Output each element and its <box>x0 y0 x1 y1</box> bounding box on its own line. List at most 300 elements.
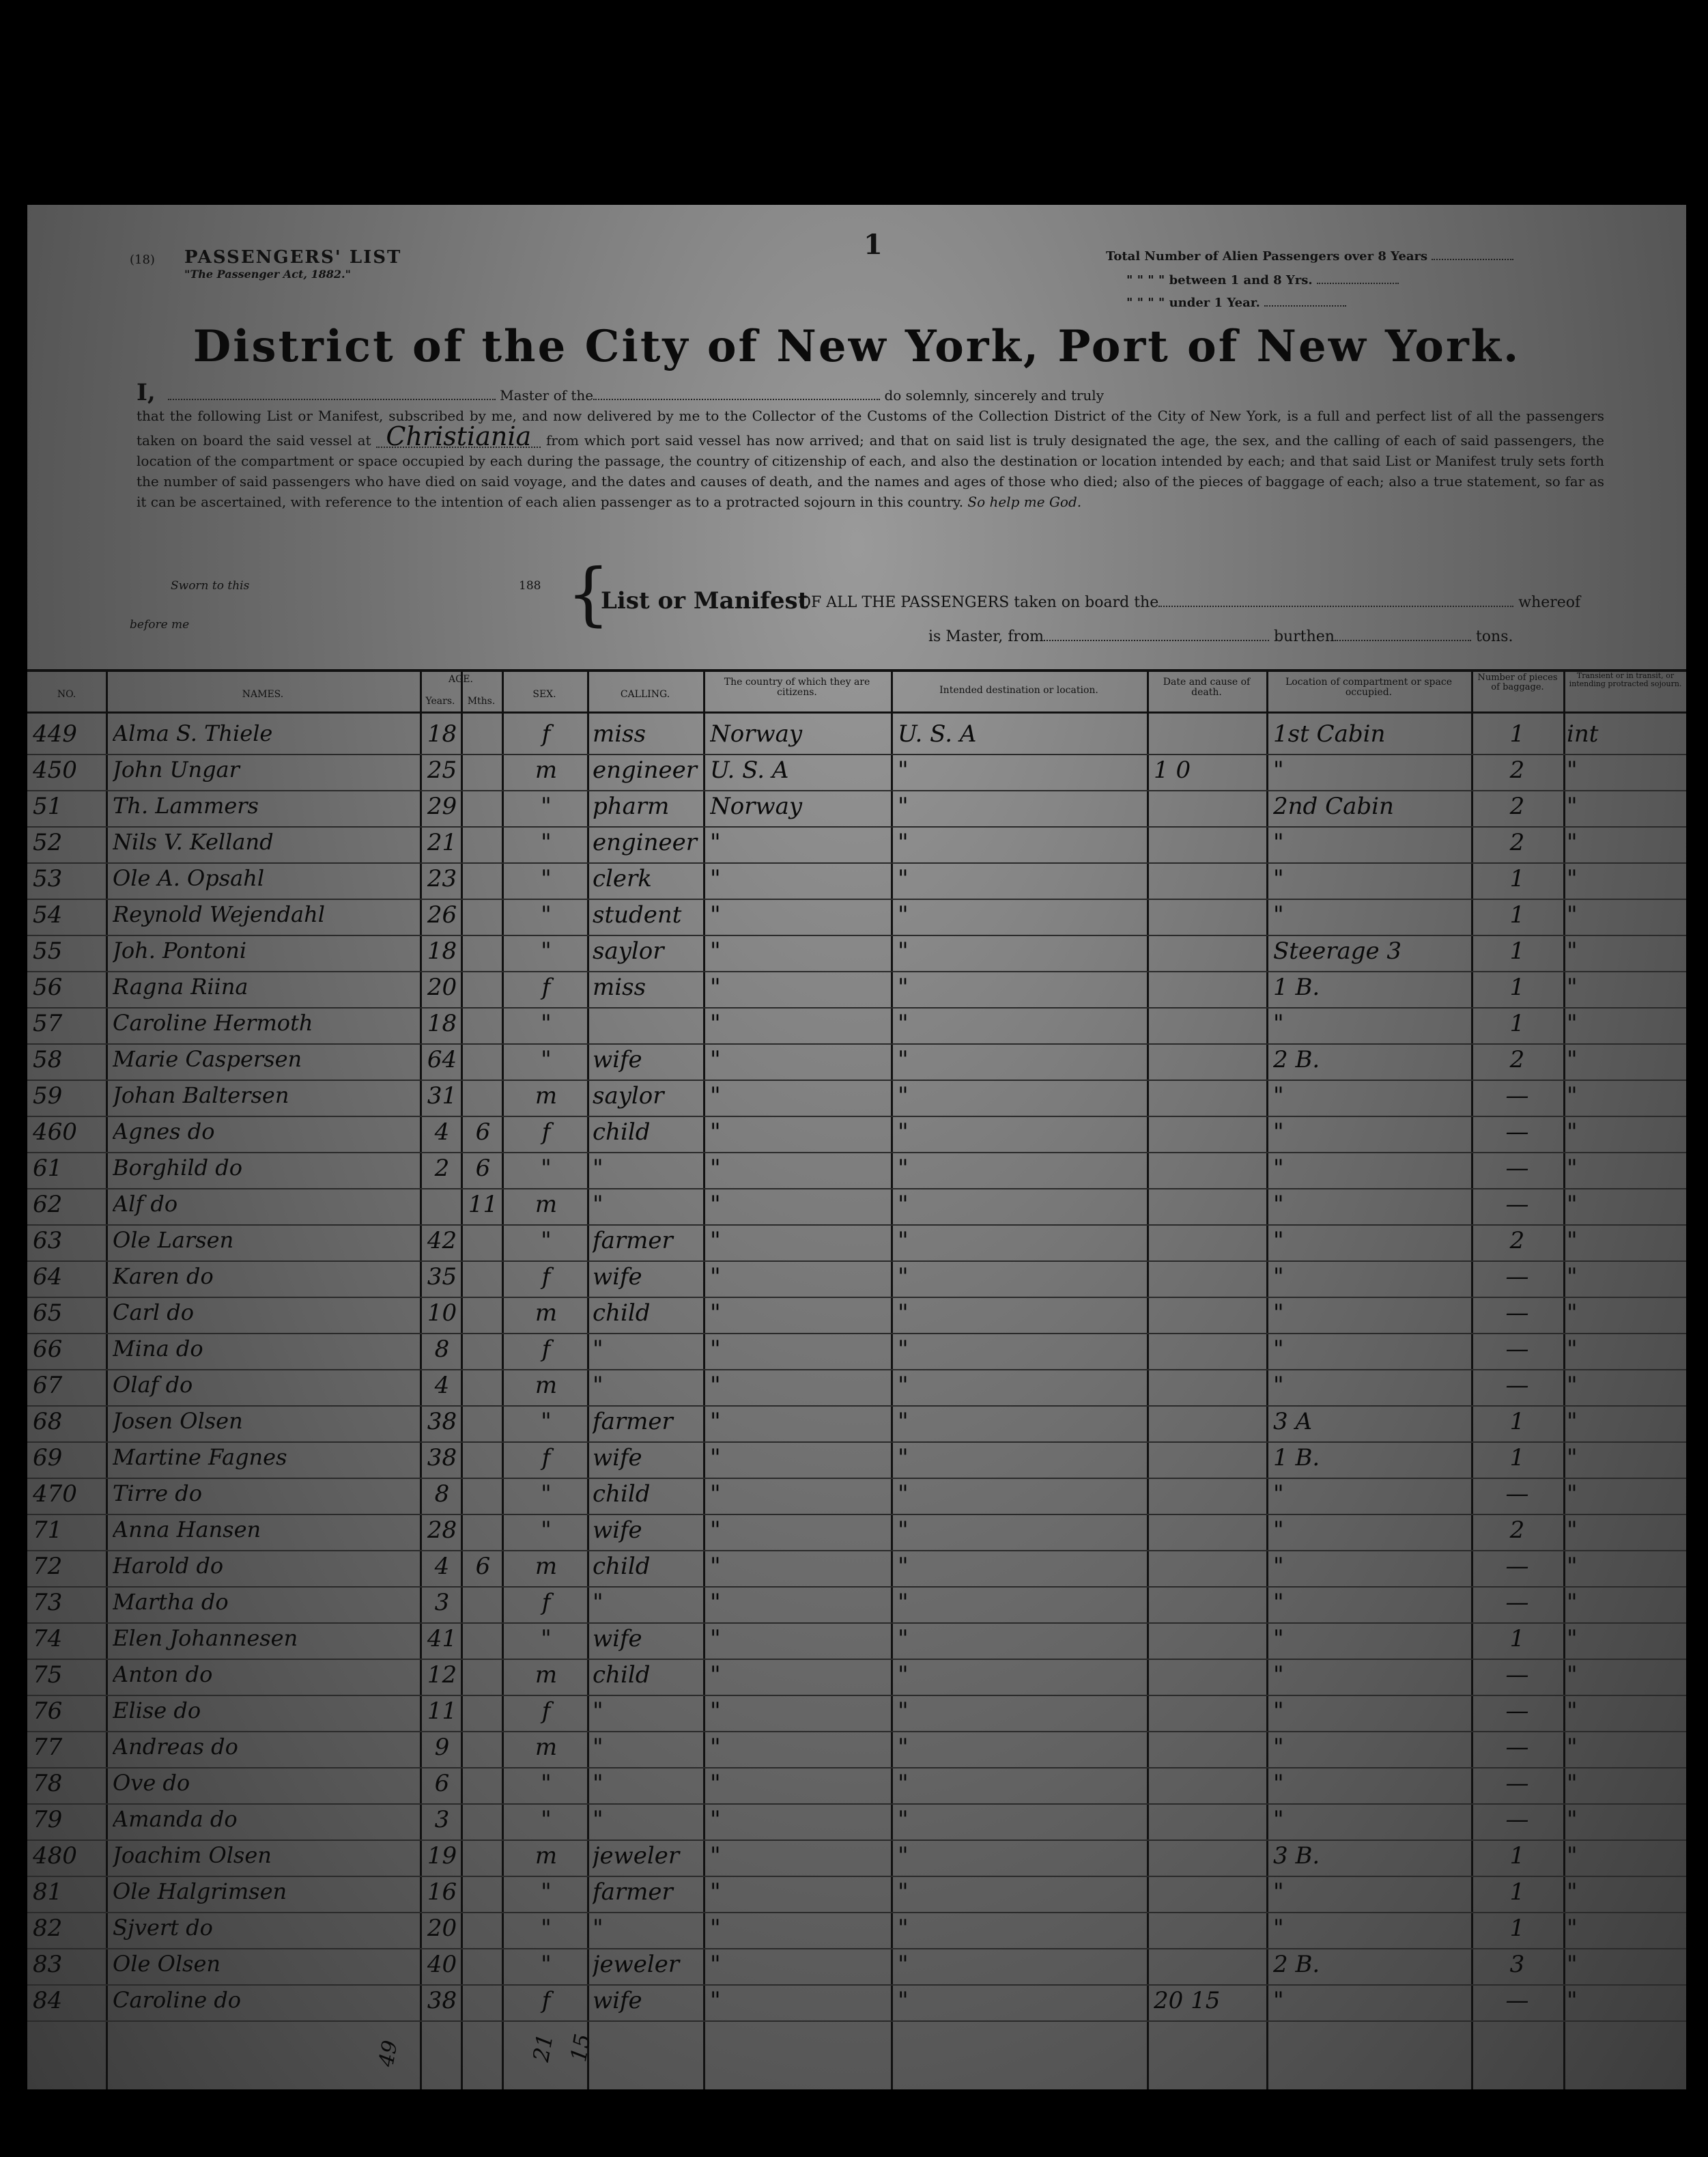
row-rule <box>27 1876 1686 1877</box>
intent-value: " <box>1567 1661 1578 1689</box>
intent-value: " <box>1567 793 1578 820</box>
country-value: " <box>710 1625 721 1652</box>
age-years: 20 <box>427 974 457 1001</box>
baggage-value: 1 <box>1509 1010 1525 1037</box>
age-years: 19 <box>427 1842 457 1870</box>
country-value: " <box>710 1842 721 1870</box>
calling-value: saylor <box>593 937 664 965</box>
country-value: " <box>710 1770 721 1797</box>
age-years: 64 <box>427 1046 457 1073</box>
passenger-name: Anna Hansen <box>113 1517 261 1542</box>
row-rule <box>27 1043 1686 1045</box>
destination-value: " <box>898 1480 909 1508</box>
passenger-name: Ole Larsen <box>113 1227 234 1253</box>
compartment-value: 2 B. <box>1273 1951 1320 1978</box>
country-value: " <box>710 937 721 965</box>
baggage-value: — <box>1505 1661 1529 1689</box>
row-number: 53 <box>33 865 63 892</box>
baggage-value: 2 <box>1509 793 1525 820</box>
row-rule <box>27 1224 1686 1226</box>
calling-value: wife <box>593 1987 642 2014</box>
col-age-months: Mths. <box>467 696 496 707</box>
country-value: " <box>710 1661 721 1689</box>
age-years: 35 <box>427 1263 457 1291</box>
baggage-value: 2 <box>1509 1517 1525 1544</box>
destination-value: " <box>898 757 909 784</box>
passenger-name: Carl do <box>113 1299 195 1325</box>
calling-value: " <box>593 1191 603 1218</box>
age-years: 25 <box>427 757 457 784</box>
row-number: 73 <box>33 1589 63 1616</box>
sex-value: " <box>541 901 552 929</box>
destination-value: " <box>898 1263 909 1291</box>
row-rule <box>27 1586 1686 1588</box>
passenger-name: Caroline Hermoth <box>113 1010 313 1036</box>
intent-value: " <box>1567 757 1578 784</box>
baggage-value: 1 <box>1509 1625 1525 1652</box>
calling-value: farmer <box>593 1227 673 1254</box>
country-value: " <box>710 1915 721 1942</box>
baggage-value: — <box>1505 1987 1529 2014</box>
sex-value: " <box>541 1480 552 1508</box>
baggage-value: 1 <box>1509 865 1525 892</box>
passenger-name: John Ungar <box>113 757 240 783</box>
sex-value: m <box>535 1299 558 1327</box>
destination-value: " <box>898 865 909 892</box>
row-number: 64 <box>33 1263 63 1291</box>
age-years: 3 <box>434 1806 450 1833</box>
age-years: 8 <box>434 1336 450 1363</box>
passenger-name: Mina do <box>113 1336 203 1362</box>
compartment-value: " <box>1273 1553 1284 1580</box>
sex-value: m <box>535 757 558 784</box>
sex-value: f <box>541 1336 551 1363</box>
compartment-value: " <box>1273 1082 1284 1110</box>
age-years: 11 <box>427 1697 457 1725</box>
baggage-value: — <box>1505 1734 1529 1761</box>
row-rule <box>27 862 1686 864</box>
age-months: 6 <box>475 1155 491 1182</box>
intent-value: " <box>1567 974 1578 1001</box>
intent-value: " <box>1567 1444 1578 1471</box>
compartment-value: " <box>1273 1299 1284 1327</box>
row-rule <box>27 1080 1686 1081</box>
destination-value: " <box>898 1082 909 1110</box>
calling-value: saylor <box>593 1082 664 1110</box>
age-years: 10 <box>427 1299 457 1327</box>
intent-value: " <box>1567 1517 1578 1544</box>
sex-value: " <box>541 1806 552 1833</box>
compartment-value: " <box>1273 1191 1284 1218</box>
row-number: 72 <box>33 1553 63 1580</box>
row-rule <box>27 1441 1686 1443</box>
intent-value: " <box>1567 1118 1578 1146</box>
passenger-name: Th. Lammers <box>113 793 259 819</box>
margin-note: 21 <box>528 2031 558 2064</box>
age-years: 4 <box>434 1118 450 1146</box>
calling-value: wife <box>593 1444 642 1471</box>
baggage-value: — <box>1505 1263 1529 1291</box>
intent-value: " <box>1567 1770 1578 1797</box>
compartment-value: " <box>1273 829 1284 856</box>
baggage-value: — <box>1505 1770 1529 1797</box>
row-number: 83 <box>33 1951 63 1978</box>
age-months: 6 <box>475 1553 491 1580</box>
passenger-name: Harold do <box>113 1553 224 1579</box>
age-years: 3 <box>434 1589 450 1616</box>
passenger-name: Martha do <box>113 1589 229 1615</box>
baggage-value: 1 <box>1509 1842 1525 1870</box>
baggage-value: — <box>1505 1299 1529 1327</box>
country-value: " <box>710 1444 721 1471</box>
calling-value: child <box>593 1118 651 1146</box>
age-years: 6 <box>434 1770 450 1797</box>
row-number: 56 <box>33 974 63 1001</box>
passenger-name: Ole A. Opsahl <box>113 865 265 891</box>
compartment-value: 1 B. <box>1273 1444 1320 1471</box>
baggage-value: 1 <box>1509 1444 1525 1471</box>
row-rule <box>27 1116 1686 1117</box>
country-value: " <box>710 1191 721 1218</box>
sex-value: " <box>541 1227 552 1254</box>
baggage-value: 2 <box>1509 1227 1525 1254</box>
compartment-value: 3 A <box>1273 1408 1312 1435</box>
compartment-value: " <box>1273 1915 1284 1942</box>
country-value: " <box>710 1118 721 1146</box>
act-reference: "The Passenger Act, 1882." <box>184 268 351 281</box>
country-value: " <box>710 1046 721 1073</box>
col-calling: CALLING. <box>620 689 670 700</box>
intent-value: " <box>1567 901 1578 929</box>
age-years: 29 <box>427 793 457 820</box>
calling-value: " <box>593 1734 603 1761</box>
compartment-value: " <box>1273 1661 1284 1689</box>
row-rule <box>27 1839 1686 1841</box>
intent-value: " <box>1567 1191 1578 1218</box>
master-line: is Master, from burthen tons. <box>928 628 1513 645</box>
age-years: 4 <box>434 1372 450 1399</box>
oath-closing: So help me God. <box>967 494 1082 510</box>
passenger-name: Josen Olsen <box>113 1408 243 1434</box>
country-value: " <box>710 1951 721 1978</box>
row-number: 52 <box>33 829 63 856</box>
sex-value: " <box>541 1770 552 1797</box>
col-death: Date and cause of death. <box>1163 677 1251 698</box>
country-value: " <box>710 1987 721 2014</box>
age-years: 40 <box>427 1951 457 1978</box>
calling-value: wife <box>593 1263 642 1291</box>
sex-value: f <box>541 1697 551 1725</box>
solemnly: do solemnly, sincerely and truly <box>884 387 1104 404</box>
sex-value: " <box>541 1951 552 1978</box>
row-number: 65 <box>33 1299 63 1327</box>
row-number: 62 <box>33 1191 63 1218</box>
age-years: 38 <box>427 1987 457 2014</box>
passenger-name: Amanda do <box>113 1806 238 1832</box>
compartment-value: 2 B. <box>1273 1046 1320 1073</box>
sex-value: f <box>541 1444 551 1471</box>
sex-value: f <box>541 1118 551 1146</box>
col-age: AGE. <box>449 674 473 685</box>
row-number: 75 <box>33 1661 63 1689</box>
row-number: 76 <box>33 1697 63 1725</box>
row-number: 69 <box>33 1444 63 1471</box>
destination-value: " <box>898 1408 909 1435</box>
sex-value: f <box>541 1589 551 1616</box>
death-value: 20 15 <box>1154 1987 1221 2014</box>
oath-i: I, <box>137 379 156 406</box>
row-number: 54 <box>33 901 63 929</box>
sex-value: " <box>541 1517 552 1544</box>
baggage-value: 1 <box>1509 1408 1525 1435</box>
calling-value: farmer <box>593 1878 673 1906</box>
country-value: " <box>710 1408 721 1435</box>
compartment-value: " <box>1273 901 1284 929</box>
row-number: 71 <box>33 1517 63 1544</box>
destination-value: " <box>898 1191 909 1218</box>
sex-value: m <box>535 1372 558 1399</box>
destination-value: " <box>898 1806 909 1833</box>
intent-value: " <box>1567 1082 1578 1110</box>
age-years: 23 <box>427 865 457 892</box>
passenger-name: Johan Baltersen <box>113 1082 289 1108</box>
calling-value: wife <box>593 1046 642 1073</box>
oath-paragraph <box>137 379 1604 512</box>
row-rule <box>27 1188 1686 1189</box>
calling-value: " <box>593 1915 603 1942</box>
country-value: " <box>710 974 721 1001</box>
intent-value: " <box>1567 1697 1578 1725</box>
row-number: 450 <box>33 757 77 784</box>
row-rule <box>27 899 1686 900</box>
intent-value: " <box>1567 1408 1578 1435</box>
intent-value: " <box>1567 937 1578 965</box>
sex-value: m <box>535 1082 558 1110</box>
row-rule <box>27 790 1686 791</box>
country-value: U. S. A <box>710 757 789 784</box>
calling-value: child <box>593 1553 651 1580</box>
destination-value: " <box>898 1010 909 1037</box>
total-1-to-8: " " " " between 1 and 8 Yrs. <box>1126 273 1399 287</box>
row-rule <box>27 1550 1686 1551</box>
passenger-name: Alma S. Thiele <box>113 720 273 746</box>
baggage-value: 1 <box>1509 720 1525 748</box>
destination-value: " <box>898 1842 909 1870</box>
compartment-value: " <box>1273 1010 1284 1037</box>
col-compartment: Location of compartment or space occupied. <box>1285 677 1452 698</box>
passenger-name: Sjvert do <box>113 1915 213 1941</box>
compartment-value: " <box>1273 1589 1284 1616</box>
calling-value: clerk <box>593 865 652 892</box>
row-number: 63 <box>33 1227 63 1254</box>
brace-glyph: { <box>567 554 610 634</box>
destination-value: " <box>898 1299 909 1327</box>
calling-value: jeweler <box>593 1951 680 1978</box>
passenger-name: Reynold Wejendahl <box>113 901 325 927</box>
compartment-value: " <box>1273 1336 1284 1363</box>
compartment-value: 3 B. <box>1273 1842 1320 1870</box>
country-value: " <box>710 1263 721 1291</box>
sex-value: " <box>541 1878 552 1906</box>
baggage-value: 1 <box>1509 1915 1525 1942</box>
baggage-value: — <box>1505 1806 1529 1833</box>
destination-value: " <box>898 1155 909 1182</box>
passenger-name: Martine Fagnes <box>113 1444 287 1470</box>
country-value: " <box>710 1082 721 1110</box>
compartment-value: " <box>1273 1372 1284 1399</box>
age-years: 38 <box>427 1444 457 1471</box>
row-rule <box>27 1369 1686 1370</box>
country-value: " <box>710 1155 721 1182</box>
row-number: 81 <box>33 1878 63 1906</box>
calling-value: child <box>593 1480 651 1508</box>
compartment-value: " <box>1273 1155 1284 1182</box>
destination-value: " <box>898 1553 909 1580</box>
intent-value: " <box>1567 1046 1578 1073</box>
destination-value: " <box>898 1589 909 1616</box>
passenger-name: Caroline do <box>113 1987 242 2013</box>
row-number: 84 <box>33 1987 63 2014</box>
compartment-value: " <box>1273 1806 1284 1833</box>
sex-value: m <box>535 1661 558 1689</box>
intent-value: " <box>1567 1010 1578 1037</box>
calling-value: miss <box>593 974 646 1001</box>
intent-value: " <box>1567 1336 1578 1363</box>
baggage-value: 1 <box>1509 937 1525 965</box>
intent-value: " <box>1567 1553 1578 1580</box>
country-value: " <box>710 1697 721 1725</box>
intent-value: " <box>1567 1951 1578 1978</box>
baggage-value: — <box>1505 1155 1529 1182</box>
margin-note: 49 <box>374 2038 403 2069</box>
sex-value: " <box>541 937 552 965</box>
sex-value: m <box>535 1191 558 1218</box>
country-value: " <box>710 1336 721 1363</box>
country-value: Norway <box>710 720 803 748</box>
compartment-value: " <box>1273 1734 1284 1761</box>
country-value: " <box>710 829 721 856</box>
destination-value: " <box>898 1444 909 1471</box>
calling-value: " <box>593 1372 603 1399</box>
destination-value: " <box>898 829 909 856</box>
baggage-value: — <box>1505 1553 1529 1580</box>
port-of-departure: Christiania <box>376 426 541 448</box>
sworn-to-this: Sworn to this <box>171 579 250 593</box>
row-rule <box>27 826 1686 828</box>
col-baggage: Number of pieces of baggage. <box>1477 673 1558 692</box>
passenger-name: Anton do <box>113 1661 213 1687</box>
intent-value: " <box>1567 829 1578 856</box>
total-over-8: Total Number of Alien Passengers over 8 Years <box>1106 249 1513 264</box>
calling-value: " <box>593 1770 603 1797</box>
compartment-value: " <box>1273 1227 1284 1254</box>
passenger-name: Olaf do <box>113 1372 193 1398</box>
age-years: 18 <box>427 1010 457 1037</box>
intent-value: " <box>1567 865 1578 892</box>
calling-value: miss <box>593 720 646 748</box>
row-rule <box>27 1659 1686 1660</box>
sex-value: m <box>535 1553 558 1580</box>
calling-value: jeweler <box>593 1842 680 1870</box>
destination-value: " <box>898 1915 909 1942</box>
country-value: " <box>710 1878 721 1906</box>
passenger-name: Ole Olsen <box>113 1951 221 1977</box>
row-rule <box>27 1767 1686 1768</box>
age-months: 6 <box>475 1118 491 1146</box>
country-value: " <box>710 1227 721 1254</box>
destination-value: " <box>898 1734 909 1761</box>
row-rule <box>27 1514 1686 1515</box>
passenger-name: Andreas do <box>113 1734 238 1760</box>
country-value: " <box>710 1734 721 1761</box>
intent-value: " <box>1567 1299 1578 1327</box>
passenger-name: Tirre do <box>113 1480 203 1506</box>
col-country: The country of which they are citizens. <box>724 677 870 698</box>
row-number: 66 <box>33 1336 63 1363</box>
sworn-year: 188 <box>519 579 541 593</box>
passenger-name: Karen do <box>113 1263 214 1289</box>
page-stamp: 1 <box>864 229 883 261</box>
compartment-value: " <box>1273 1878 1284 1906</box>
row-rule <box>27 1260 1686 1262</box>
form-number: (18) <box>130 253 155 267</box>
age-years: 20 <box>427 1915 457 1942</box>
baggage-value: — <box>1505 1118 1529 1146</box>
baggage-value: 3 <box>1509 1951 1525 1978</box>
destination-value: " <box>898 1878 909 1906</box>
age-years: 2 <box>434 1155 450 1182</box>
baggage-value: 1 <box>1509 1878 1525 1906</box>
country-value: " <box>710 901 721 929</box>
calling-value: wife <box>593 1625 642 1652</box>
baggage-value: — <box>1505 1336 1529 1363</box>
destination-value: " <box>898 1336 909 1363</box>
passenger-name: Joh. Pontoni <box>113 937 247 963</box>
row-number: 82 <box>33 1915 63 1942</box>
row-number: 449 <box>33 720 77 748</box>
intent-value: " <box>1567 1915 1578 1942</box>
intent-value: " <box>1567 1372 1578 1399</box>
sex-value: f <box>541 1987 551 2014</box>
country-value: Norway <box>710 793 803 820</box>
row-number: 67 <box>33 1372 63 1399</box>
oath-text-2: from which port said vessel has now arrived; and that on said list is truly designated the age, the sex, and the calling of each of said passengers, the location of the compartment or space occupied by each during the passage, the country of citizenship of each, and also the destination or location intended by each; and that said List or Manifest truly sets forth the number of said passengers who have died on said voyage, and the dates and causes of death, and the names and ages of those who died; also of the pieces of baggage of each; also a true statement, so far as it can be ascertained, with reference to the intention of each alien passenger as to a protracted sojourn in this country. <box>137 432 1604 510</box>
passenger-name: Elise do <box>113 1697 201 1723</box>
destination-value: " <box>898 1951 909 1978</box>
age-years: 28 <box>427 1517 457 1544</box>
row-rule <box>27 1297 1686 1298</box>
passenger-name: Nils V. Kelland <box>113 829 274 855</box>
passenger-name: Ove do <box>113 1770 190 1796</box>
age-years: 41 <box>427 1625 457 1652</box>
baggage-value: 1 <box>1509 974 1525 1001</box>
passenger-name: Alf do <box>113 1191 178 1217</box>
calling-value: student <box>593 901 682 929</box>
intent-value: int <box>1567 720 1599 748</box>
age-years: 4 <box>434 1553 450 1580</box>
sex-value: " <box>541 829 552 856</box>
age-years: 31 <box>427 1082 457 1110</box>
age-years: 12 <box>427 1661 457 1689</box>
destination-value: " <box>898 937 909 965</box>
row-rule <box>27 1333 1686 1334</box>
destination-value: " <box>898 1517 909 1544</box>
row-number: 59 <box>33 1082 63 1110</box>
country-value: " <box>710 1806 721 1833</box>
age-years: 16 <box>427 1878 457 1906</box>
compartment-value: " <box>1273 1625 1284 1652</box>
country-value: " <box>710 865 721 892</box>
